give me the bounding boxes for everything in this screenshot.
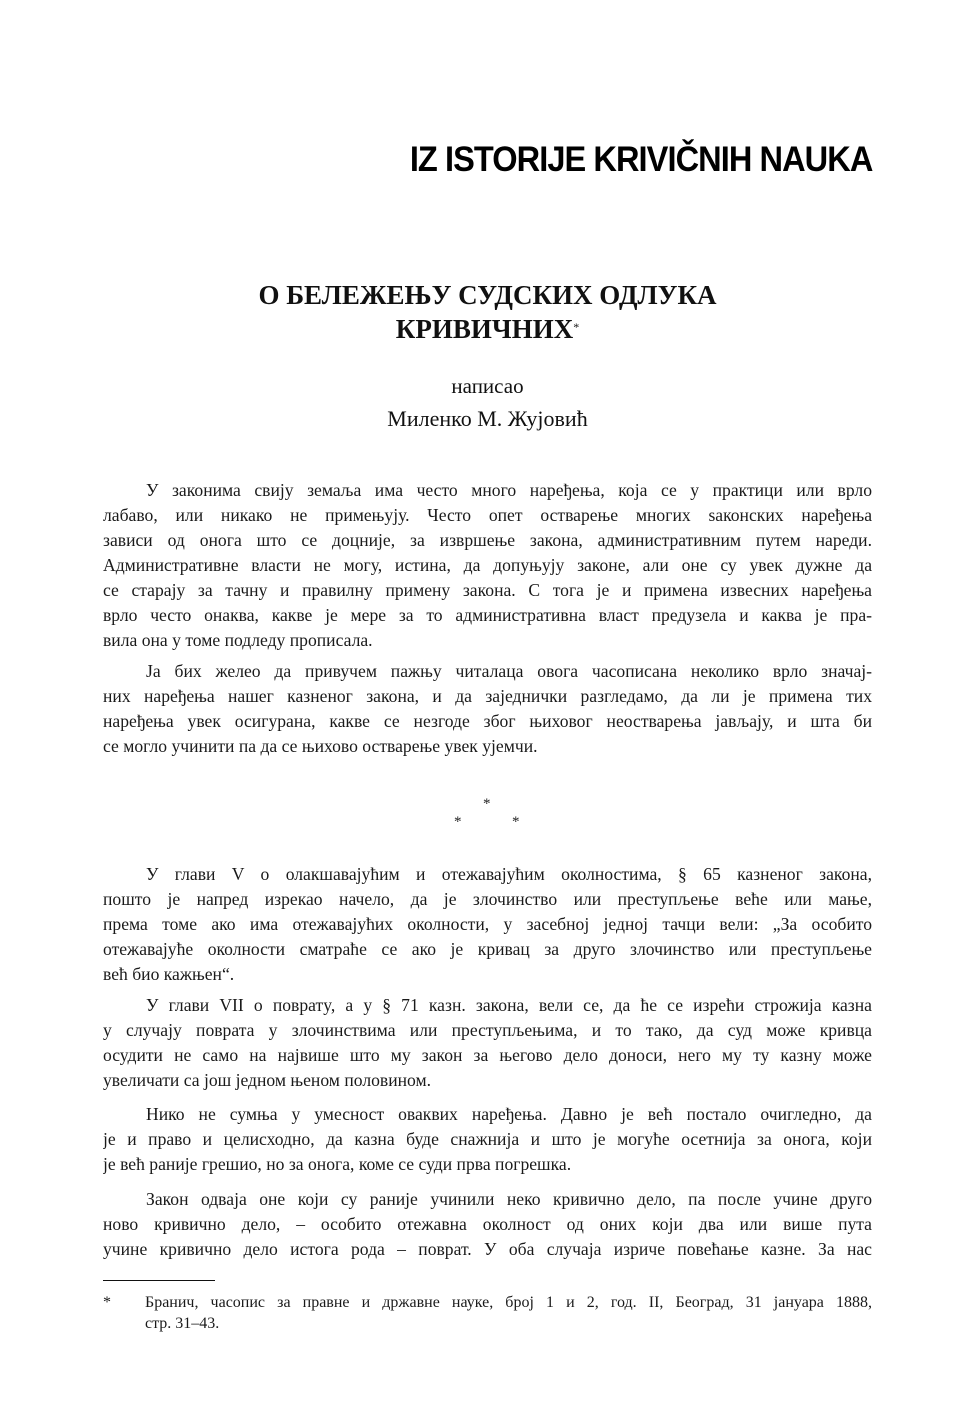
paragraph-line: отежавајуће околности сматраће се ако је кривац за друго злочинство или преступљење <box>103 939 872 959</box>
asterism-star: * <box>512 814 520 830</box>
paragraph-line: већ био кажњен“. <box>103 964 235 984</box>
paragraph-line: зависи од онога што се доцније, за извршење закона, административним путем нареди. <box>103 530 872 550</box>
paragraph-line: учине кривично дело истога рода – поврат. У оба случаја изриче повећање казне. За нас <box>103 1239 872 1259</box>
paragraph-line: осудити не само на највише што му закон за његово дело доноси, него му ту казну може <box>103 1045 872 1065</box>
asterism-star: * <box>454 814 462 830</box>
paragraph-3 <box>103 862 872 987</box>
paragraph-5 <box>103 1102 872 1177</box>
author-name: Миленко М. Жујовић <box>387 406 588 431</box>
asterism-star: * <box>483 796 491 812</box>
paragraph-line: се старају за тачну и правилну примену закона. С тога је и примена извесних наређења <box>103 580 872 600</box>
paragraph-line: Административне власти не могу, истина, да допуњују законе, али оне су увек дужне да <box>103 555 872 575</box>
paragraph-line: У глави VII о повратy, а у § 71 казн. закона, вели се, да ће се изрећи строжија казна <box>146 995 872 1015</box>
article-title-line-2-text: КРИВИЧНИХ <box>395 314 574 344</box>
paragraph-line: У законима свију земаља има често много наређења, која се у практици или врло <box>146 480 872 500</box>
paragraph-line: ново кривично дело, – особито отежавна околност од оних који два или више пута <box>103 1214 872 1234</box>
paragraph-1 <box>103 478 872 653</box>
paragraph-line: према томе ако има отежавајућих околности, у засебној једној тачци вели: „За особито <box>103 914 872 934</box>
paragraph-line: Закон одваја оне који су раније учинили неко кривично дело, па после учине друго <box>146 1189 872 1209</box>
paragraph-line: них наређења нашег казненог закона, и да заједнички разгледамо, да ли је примена тих <box>103 686 872 706</box>
paragraph-line: Нико не сумња у умесност оваквих наређења. Давно је већ постало очигледно, да <box>146 1104 872 1124</box>
paragraph-line: у случају поврата у злочинствима или преступљењима, и то тако, да суд може кривца <box>103 1020 872 1040</box>
paragraph-line: се могло учинити па да се њихово остварење увек ујемчи. <box>103 736 538 756</box>
paragraph-2 <box>103 659 872 759</box>
footnote-line: стр. 31–43. <box>145 1315 220 1332</box>
paragraph-line: У глави V о олакшавајућим и отежавајућим околностима, § 65 казненог закона, <box>146 864 872 884</box>
paragraph-line: је и право и целисходно, да казна буде снажнија и што је могуће осетнија за онога, који <box>103 1129 872 1149</box>
section-break-asterism <box>0 796 975 836</box>
paragraph-line: наређења увек осигурана, какве се незгоде због њиховог неостварења јављају, и шта би <box>103 711 872 731</box>
footnote-mark: * <box>103 1294 111 1311</box>
footnote <box>103 1292 872 1334</box>
footnote-separator-rule <box>103 1280 215 1281</box>
paragraph-line: пошто је напред изрекао начело, да је злочинство или преступљење веће или мање, <box>103 889 872 909</box>
paragraph-6 <box>103 1187 872 1262</box>
paragraph-line: увеличати са још једном њеном половином. <box>103 1070 432 1090</box>
paragraph-line: вила она у томе подледу прописала. <box>103 630 373 650</box>
title-footnote-mark[interactable]: * <box>573 320 580 334</box>
paragraph-line: врло често онаква, какве је мере за то административна власт предузела и каква је пра- <box>103 605 872 625</box>
section-title: IZ ISTORIJE KRIVIČNIH NAUKA <box>409 140 872 179</box>
paragraph-line: је већ раније грешио, но за онога, коме се суди прва погрешка. <box>103 1154 572 1174</box>
byline-label: написао <box>451 374 524 398</box>
article-title-line-1: О БЕЛЕЖЕЊУ СУДСКИХ ОДЛУКА <box>258 280 717 310</box>
article-title-line-2 <box>0 312 975 346</box>
paragraph-line: лабаво, или никако не примењују. Често опет остварење многих ѕаконских наређења <box>103 505 872 525</box>
article-title <box>0 278 975 346</box>
footnote-text <box>145 1292 872 1334</box>
footnote-line: Бранич, часопис за правне и државне науке, број 1 и 2, год. II, Београд, 31 јануара 1888, <box>145 1294 872 1311</box>
paragraph-line: Ја бих желео да привучем пажњу читалаца овога часописана неколико врло значај- <box>146 661 872 681</box>
paragraph-4 <box>103 993 872 1093</box>
